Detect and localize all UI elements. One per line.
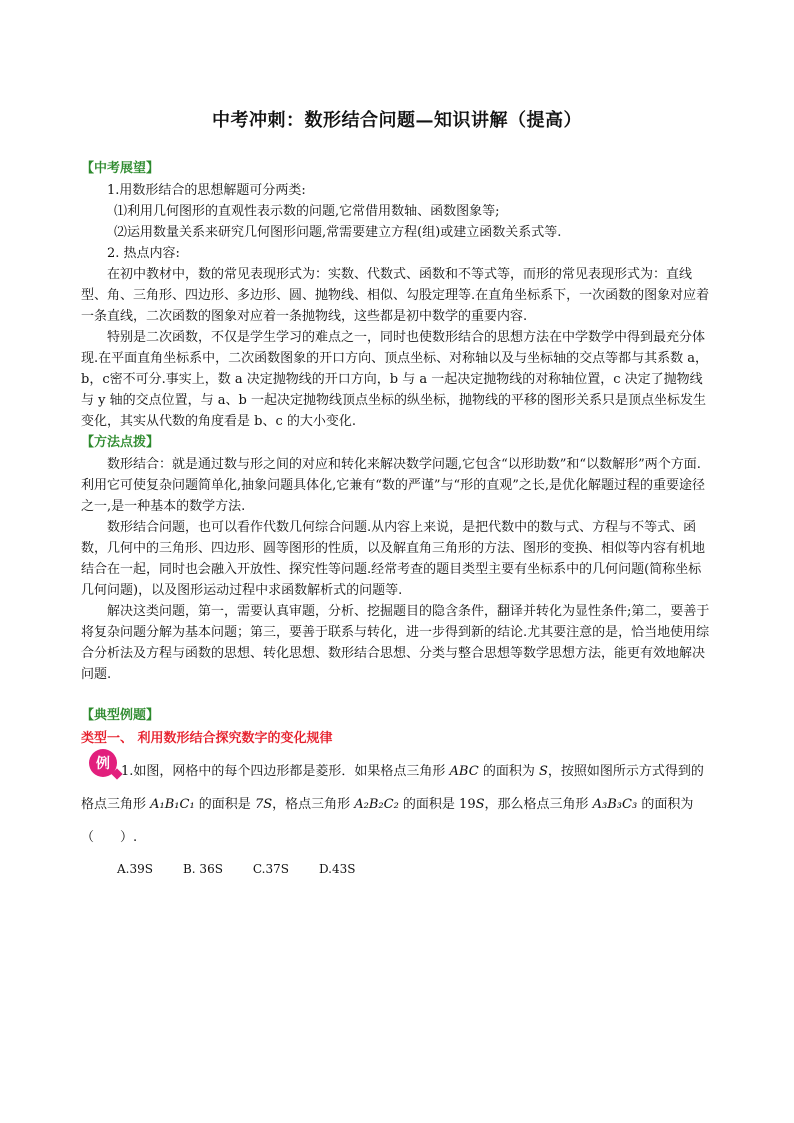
outlook-paragraph-2: 特别是二次函数，不仅是学生学习的难点之一，同时也使数形结合的思想方法在中学数学中得到最充分体现.在平面直角坐标系中，二次函数图象的开口方向、顶点坐标、对称轴以及与坐标轴的交点等都与其系数 a，b，c密不可分.事实上，数 a 决定抛物线的开口方向，b 与 a 一起决定抛物线的对称轴位置，c 决定了抛物线与 y 轴的交点位置，与 a、b 一起决定抛物线顶点坐标的纵坐标，抛物线的平移的图形关系只是顶点坐标发生变化，其实从代数的角度看是 b、c 的大小变化.: [81, 330, 709, 429]
outlook-line-1: 1.用数形结合的思想解题可分两类:: [107, 183, 306, 198]
q-text-b: 的面积为: [478, 764, 539, 779]
example-badge-icon: [89, 749, 117, 777]
option-a: A.39S: [117, 862, 153, 876]
q-triangle-2: A₂B₂C₂: [354, 797, 399, 812]
document-body: [81, 158, 711, 884]
q-text-e: ，格点三角形: [272, 797, 355, 812]
section-heading-outlook: 【中考展望】: [81, 161, 160, 176]
type-heading-1: 类型一、 利用数形结合探究数字的变化规律: [81, 731, 333, 746]
example-question: [81, 755, 711, 854]
method-paragraph-1: 数形结合：就是通过数与形之间的对应和转化来解决数学问题,它包含“以形助数”和“以数解形”两个方面.利用它可使复杂问题简单化,抽象问题具体化,它兼有“数的严谨”与“形的直观”之长,是优化解题过程的重要途径之一,是一种基本的数学方法.: [81, 457, 705, 514]
q-triangle-abc: ABC: [449, 764, 479, 779]
option-c: C.37S: [252, 862, 289, 876]
outlook-line-3: ⑵运用数量关系来研究几何图形问题,常需要建立方程(组)或建立函数关系式等.: [114, 225, 562, 240]
example-badge-label: 例: [96, 756, 110, 772]
option-d: D.43S: [318, 862, 356, 876]
outlook-paragraph-1: 在初中教材中，数的常见表现形式为：实数、代数式、函数和不等式等，而形的常见表现形式为：直线型、角、三角形、四边形、多边形、圆、抛物线、相似、勾股定理等.在直角坐标系下，一次函数的图象对应着一条直线，二次函数的图象对应着一条抛物线，这些都是初中数学的重要内容.: [81, 267, 710, 324]
outlook-line-4: 2. 热点内容:: [107, 246, 180, 261]
q-area-s: S: [538, 764, 548, 779]
q-text-c: ，按照如图所示方式得到的格点三角形: [81, 764, 704, 812]
example-1: [81, 755, 711, 884]
answer-options: [81, 854, 711, 884]
page-title: 中考冲刺：数形结合问题—知识讲解（提高）: [212, 110, 582, 131]
section-heading-method: 【方法点拨】: [81, 435, 160, 450]
q-area-7s: 7S: [254, 797, 273, 812]
q-text-d: 的面积是: [194, 797, 255, 812]
q-area-s2: S: [475, 797, 485, 812]
q-text-h: 的面积为: [637, 797, 694, 812]
method-paragraph-2: 数形结合问题，也可以看作代数几何综合问题.从内容上来说，是把代数中的数与式、方程与不等式、函数，几何中的三角形、四边形、圆等图形的性质，以及解直角三角形的方法、图形的变换、相似等内容有机地结合在一起，同时也会融入开放性、探究性等问题.经常考查的题目类型主要有坐标系中的几何问题(简称坐标几何问题)，以及图形运动过程中求函数解析式的问题等.: [81, 520, 706, 598]
q-text-f: 的面积是 19: [398, 797, 476, 812]
q-triangle-3: A₃B₃C₃: [592, 797, 638, 812]
q-triangle-1: A₁B₁C₁: [150, 797, 195, 812]
q-answer-paren: （ ）.: [81, 830, 138, 845]
outlook-line-2: ⑴利用几何图形的直观性表示数的问题,它常借用数轴、函数图象等;: [114, 204, 500, 219]
option-b: B. 36S: [182, 862, 223, 876]
section-heading-examples: 【典型例题】: [81, 708, 160, 723]
q-text-g: ，那么格点三角形: [484, 797, 593, 812]
method-paragraph-3: 解决这类问题，第一，需要认真审题，分析、挖掘题目的隐含条件，翻译并转化为显性条件;第二，要善于将复杂问题分解为基本问题；第三，要善于联系与转化，进一步得到新的结论.尤其要注意的是，恰当地使用综合分析法及方程与函数的思想、转化思想、数形结合思想、分类与整合思想等数学思想方法，能更有效地解决问题.: [81, 604, 710, 682]
q-text-a: 1.如图，网格中的每个四边形都是菱形．如果格点三角形: [121, 764, 450, 779]
